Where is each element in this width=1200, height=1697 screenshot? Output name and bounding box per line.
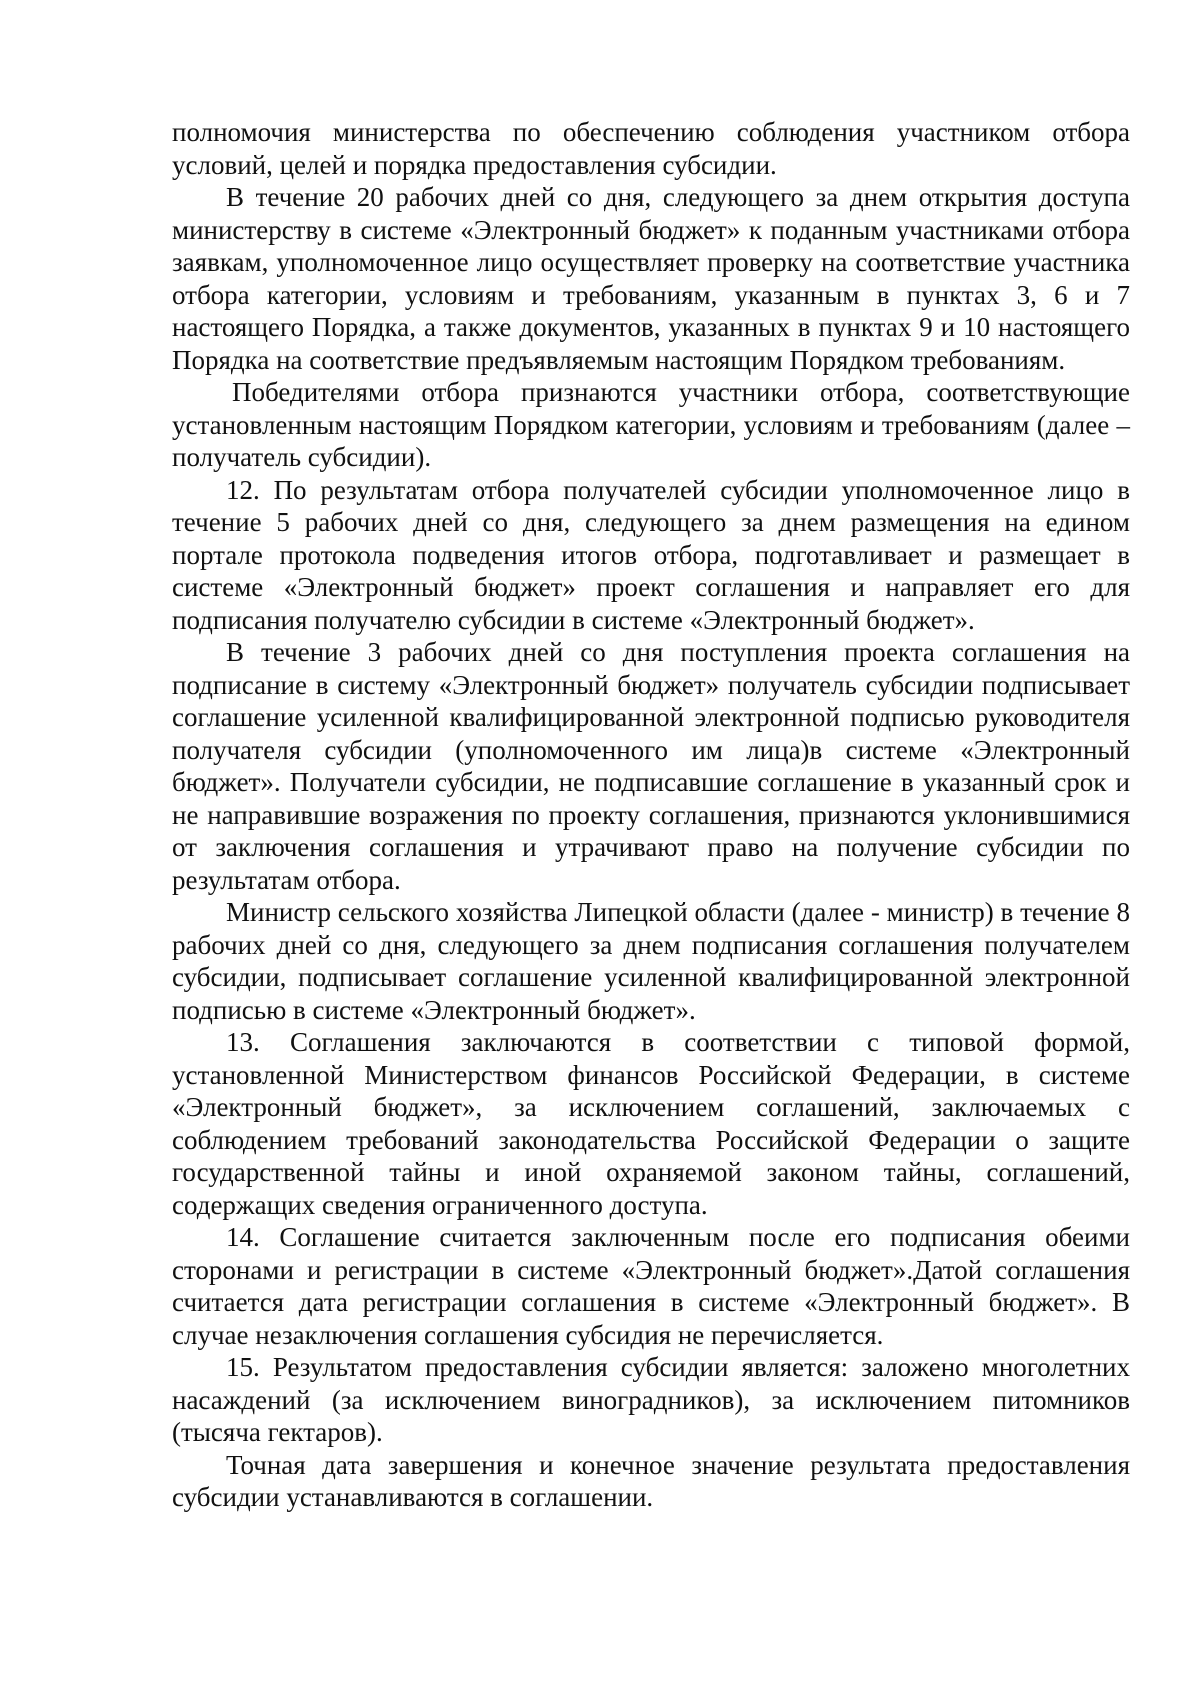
paragraph-winners: Победителями отбора признаются участники отбора, соответствующие установленным настоящим Порядком категории, условиям и требованиям (далее – получатель субсидии).	[172, 377, 1130, 472]
paragraph-signing-recipient: В течение 3 рабочих дней со дня поступления проекта соглашения на подписание в систему «Электронный бюджет» получатель субсидии подписывает соглашение усиленной квалифицированной электронной подписью руководителя получателя субсидии (уполномоченного им лица)в системе «Электронный бюджет». Получатели субсидии, не подписавшие соглашение в указанный срок и не направившие возражения по проекту соглашения, признаются уклонившимися от заключения соглашения и утрачивают право на получение субсидии по результатам отбора.	[172, 637, 1130, 895]
paragraph-continuation: полномочия министерства по обеспечению соблюдения участником отбора условий, целей и порядка предоставления субсидии.	[172, 117, 1130, 180]
paragraph-final-result: Точная дата завершения и конечное значение результата предоставления субсидии устанавливаются в соглашении.	[172, 1449, 1130, 1512]
paragraph-item-12: 12. По результатам отбора получателей субсидии уполномоченное лицо в течение 5 рабочих дней со дня, следующего за днем размещения на едином портале протокола подведения итогов отбора, подготавливает и размещает в системе «Электронный бюджет» проект соглашения и направляет его для подписания получателю субсидии в системе «Электронный бюджет».	[172, 474, 1130, 635]
paragraph-item-15: 15. Результатом предоставления субсидии является: заложено многолетних насаждений (за исключением виноградников), за исключением питомников (тысяча гектаров).	[172, 1352, 1130, 1447]
paragraph-item-13: 13. Соглашения заключаются в соответствии с типовой формой, установленной Министерством финансов Российской Федерации, в системе «Электронный бюджет», за исключением соглашений, заключаемых с соблюдением требований законодательства Российской Федерации о защите государственной тайны и иной охраняемой законом тайны, соглашений, содержащих сведения ограниченного доступа.	[172, 1027, 1130, 1220]
document-page	[172, 116, 1130, 1514]
paragraph-signing-minister: Министр сельского хозяйства Липецкой области (далее - министр) в течение 8 рабочих дней со дня, следующего за днем подписания соглашения получателем субсидии, подписывает соглашение усиленной квалифицированной электронной подписью в системе «Электронный бюджет».	[172, 897, 1130, 1025]
paragraph-item-14: 14. Соглашение считается заключенным после его подписания обеими сторонами и регистрации в системе «Электронный бюджет».Датой соглашения считается дата регистрации соглашения в системе «Электронный бюджет». В случае незаключения соглашения субсидия не перечисляется.	[172, 1222, 1130, 1350]
paragraph-review-period: В течение 20 рабочих дней со дня, следующего за днем открытия доступа министерству в системе «Электронный бюджет» к поданным участниками отбора заявкам, уполномоченное лицо осуществляет проверку на соответствие участника отбора категории, условиям и требованиям, указанным в пунктах 3, 6 и 7 настоящего Порядка, а также документов, указанных в пунктах 9 и 10 настоящего Порядка на соответствие предъявляемым настоящим Порядком требованиям.	[172, 182, 1130, 375]
